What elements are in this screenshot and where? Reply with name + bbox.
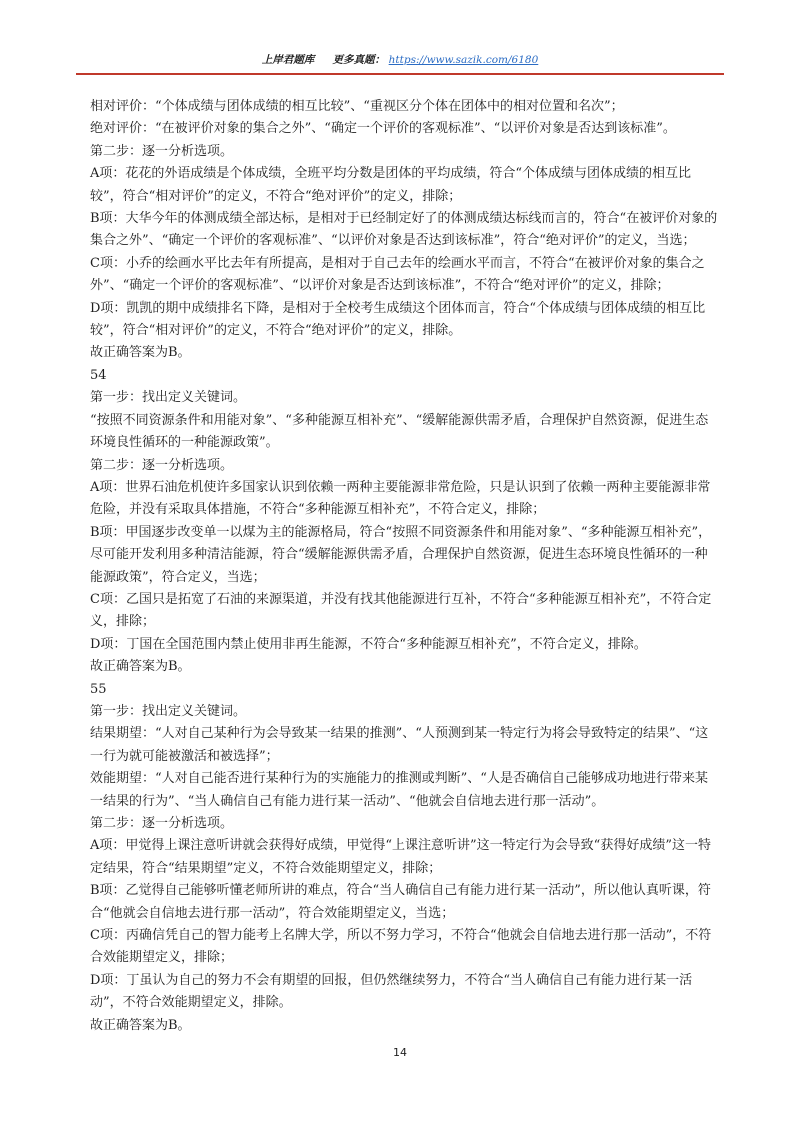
paragraph: 结果期望：“人对自己某种行为会导致某一结果的推测”、“人预测到某一特定行为将会导致特定的结果”、“这一行为就可能被激活和被选择”； — [90, 726, 709, 764]
paragraph: B项：大华今年的体测成绩全部达标，是相对于已经制定好了的体测成绩达标线而言的，符合“在被评价对象的集合之外”、“确定一个评价的客观标准”、“以评价对象是否达到该标准”，符合“绝对评价”的定义，当选； — [90, 211, 718, 249]
paragraph: D项：凯凯的期中成绩排名下降，是相对于全校考生成绩这个团体而言，符合“个体成绩与团体成绩的相互比较”，符合“相对评价”的定义，不符合“绝对评价”的定义，排除。 — [90, 300, 706, 339]
paragraph: 绝对评价：“在被评价对象的集合之外”、“确定一个评价的客观标准”、“以评价对象是否达到该标准”。 — [90, 121, 676, 137]
paragraph: 第一步：找出定义关键词。 — [90, 390, 247, 406]
header-rule — [76, 73, 724, 75]
paragraph: B项：甲国逐步改变单一以煤为主的能源格局，符合“按照不同资源条件和用能对象”、“多种能源互相补充”，尽可能开发利用多种清洁能源，符合“缓解能源供需矛盾，合理保护自然资源，促进生态环境良性循环的一种能源政策”，符合定义，当选； — [90, 524, 712, 585]
paragraph: 相对评价：“个体成绩与团体成绩的相互比较”、“重视区分个体在团体中的相对位置和名次”； — [90, 99, 624, 114]
paragraph: D项：丁国在全国范围内禁止使用非再生能源，不符合“多种能源互相补充”，不符合定义，排除。 — [90, 636, 647, 652]
page-header — [76, 52, 724, 74]
site-name: 上岸君题库 — [261, 54, 315, 66]
paragraph: C项：丙确信凭自己的智力能考上名牌大学，所以不努力学习，不符合“他就会自信地去进行那一活动”，不符合效能期望定义，排除； — [90, 928, 712, 966]
paragraph: C项：乙国只是拓宽了石油的来源渠道，并没有找其他能源进行互补，不符合“多种能源互相补充”，不符合定义，排除； — [90, 591, 712, 630]
paragraph: 第一步：找出定义关键词。 — [90, 703, 247, 719]
paragraph: 故正确答案为B。 — [90, 1017, 191, 1033]
paragraph: D项：丁虽认为自己的努力不会有期望的回报，但仍然继续努力，不符合“当人确信自己有能力进行某一活动”，不符合效能期望定义，排除。 — [90, 972, 693, 1011]
question-number: 54 — [90, 367, 107, 383]
question-number: 55 — [90, 681, 107, 697]
paragraph: A项：甲觉得上课注意听讲就会获得好成绩，甲觉得“上课注意听讲”这一特定行为会导致“获得好成绩”这一特定结果，符合“结果期望”定义，不符合效能期望定义，排除； — [90, 838, 711, 876]
paragraph: 故正确答案为B。 — [90, 345, 191, 361]
more-label: 更多真题： — [332, 54, 385, 66]
paragraph: “按照不同资源条件和用能对象”、“多种能源互相补充”、“缓解能源供需矛盾，合理保护自然资源，促进生态环境良性循环的一种能源政策”。 — [90, 412, 709, 451]
source-link[interactable]: https://www.sazik.com/6180 — [388, 54, 539, 66]
paragraph: A项：花花的外语成绩是个体成绩，全班平均分数是团体的平均成绩，符合“个体成绩与团体成绩的相互比较”，符合“相对评价”的定义，不符合“绝对评价”的定义，排除； — [90, 166, 692, 204]
document-body — [90, 96, 718, 1037]
paragraph: C项：小乔的绘画水平比去年有所提高，是相对于自己去年的绘画水平而言，不符合“在被评价对象的集合之外”、“确定一个评价的客观标准”、“以评价对象是否达到该标准”，不符合“绝对评价”的定义，排除； — [90, 255, 705, 294]
paragraph: 第二步：逐一分析选项。 — [90, 816, 234, 831]
paragraph: A项：世界石油危机使许多国家认识到依赖一两种主要能源非常危险，只是认识到了依赖一两种主要能源非常危险，并没有采取具体措施，不符合“多种能源互相补充”，不符合定义，排除； — [90, 479, 711, 518]
paragraph: 故正确答案为B。 — [90, 659, 191, 675]
page-number: 14 — [393, 1046, 407, 1059]
paragraph: 效能期望：“人对自己能否进行某种行为的实施能力的推测或判断”、“人是否确信自己能够成功地进行带来某一结果的行为”、“当人确信自己有能力进行某一活动”、“他就会自信地去进行那一活动”。 — [90, 771, 708, 809]
paragraph: B项：乙觉得自己能够听懂老师所讲的难点，符合“当人确信自己有能力进行某一活动”，所以他认真听课，符合“他就会自信地去进行那一活动”，符合效能期望定义，当选； — [90, 883, 711, 921]
paragraph: 第二步：逐一分析选项。 — [90, 457, 234, 473]
paragraph: 第二步：逐一分析选项。 — [90, 143, 234, 159]
